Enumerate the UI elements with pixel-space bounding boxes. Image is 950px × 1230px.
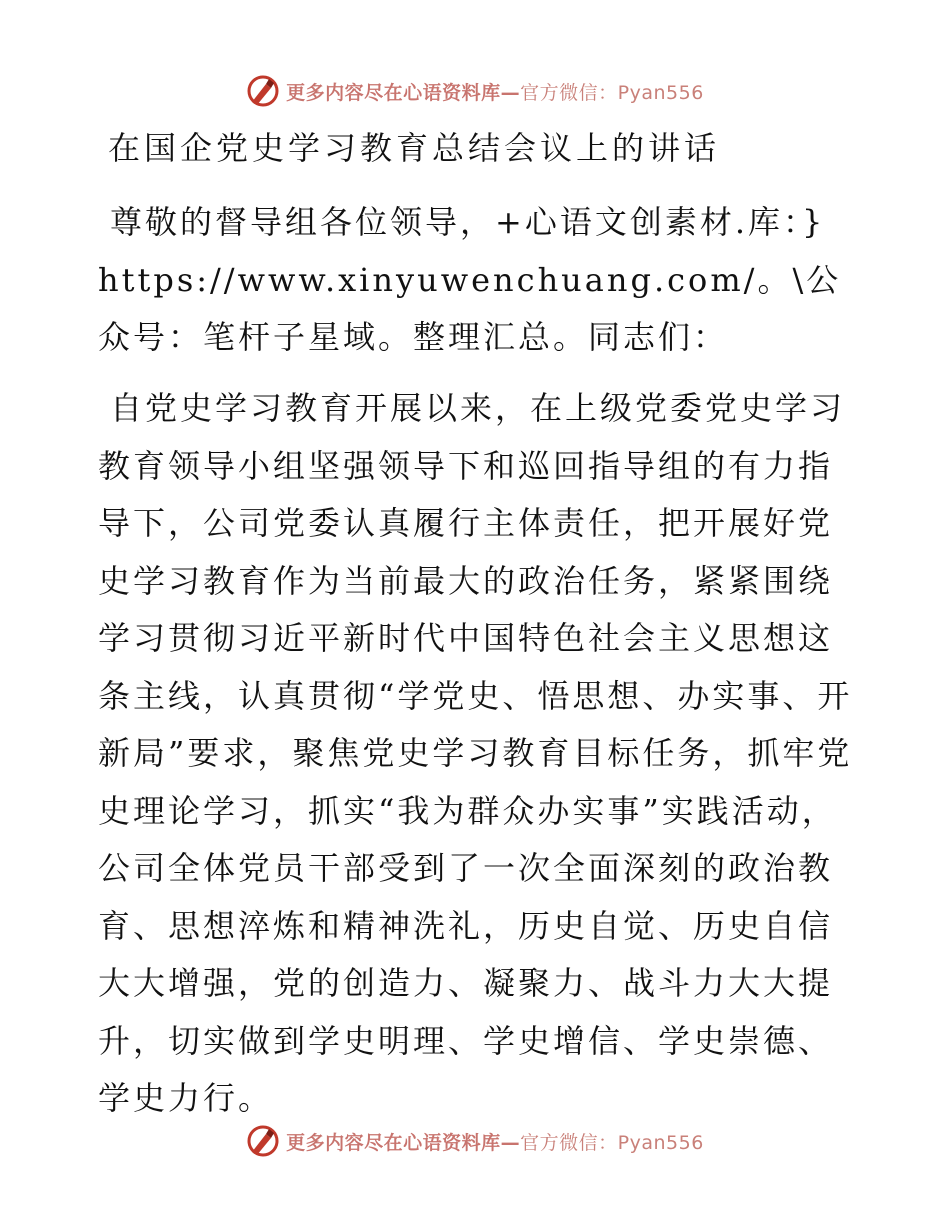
banner-text: 更多内容尽在心语资料库—官方微信：Pyan556 bbox=[286, 1131, 704, 1154]
pen-logo-icon bbox=[246, 1124, 280, 1158]
header-watermark-banner bbox=[0, 71, 950, 111]
banner-wechat: 官方微信：Pyan556 bbox=[520, 1131, 704, 1154]
footer-watermark-banner bbox=[0, 1121, 950, 1161]
paragraph-greeting: 尊敬的督导组各位领导，+心语文创素材.库：} https://www.xinyuwenchuang.com/。\公众号：笔杆子星域。整理汇总。同志们： bbox=[98, 203, 842, 356]
pen-logo-icon bbox=[246, 74, 280, 108]
banner-wechat: 官方微信：Pyan556 bbox=[520, 81, 704, 104]
paragraph-body: 自党史学习教育开展以来，在上级党委党史学习教育领导小组坚强领导下和巡回指导组的有力指导下，公司党委认真履行主体责任，把开展好党史学习教育作为当前最大的政治任务，紧紧围绕学习贯彻习近平新时代中国特色社会主义思想这条主线，认真贯彻“学党史、悟思想、办实事、开新局”要求，聚焦党史学习教育目标任务，抓牢党史理论学习，抓实“我为群众办实事”实践活动，公司全体党员干部受到了一次全面深刻的政治教育、思想淬炼和精神洗礼，历史自觉、历史自信大大增强，党的创造力、凝聚力、战斗力大大提升，切实做到学史明理、学史增信、学史崇德、学史力行。 bbox=[98, 389, 853, 1117]
banner-text: 更多内容尽在心语资料库—官方微信：Pyan556 bbox=[286, 81, 704, 104]
document-title: 在国企党史学习教育总结会议上的讲话 bbox=[108, 129, 721, 167]
